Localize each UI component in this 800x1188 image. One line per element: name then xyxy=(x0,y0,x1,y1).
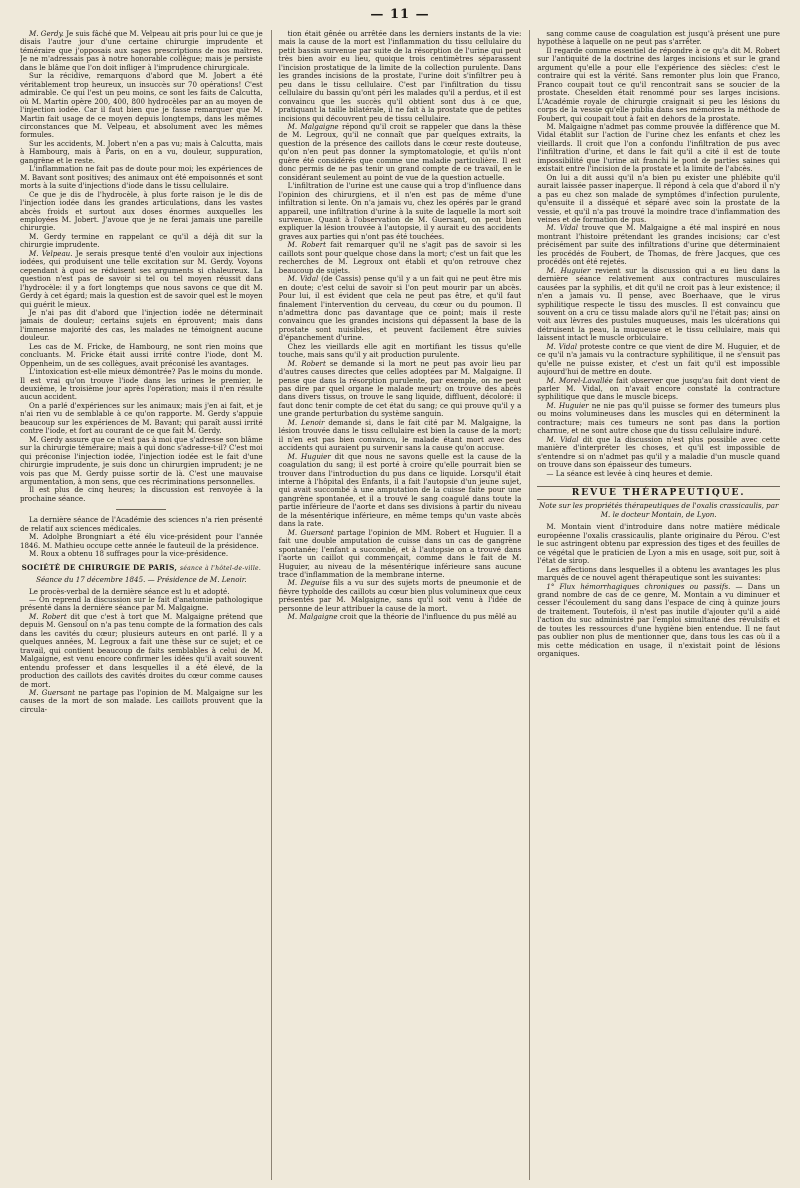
speaker-name: M. Robert xyxy=(29,611,67,621)
speaker-name: M. Robert xyxy=(287,358,326,368)
paragraph-text: Je suis fâché que M. Velpeau ait pris pour lui ce que je disais l'autre jour d'une certaine chirurgie imprudente et téméraire que j'opposais aux sages prescriptions de nos maîtres. Je ne m'adressais pas à notre honorable collègue; mais je persiste dans le blâme que l'on doit infliger à l'imprudence chirurgicale. xyxy=(20,30,263,72)
speaker-name: M. Vidal xyxy=(546,223,579,233)
paragraph xyxy=(537,224,780,266)
paragraph-text: Le procès-verbal de la dernière séance est lu et adopté. xyxy=(29,586,230,596)
section-title: SOCIÉTÉ DE CHIRURGIE DE PARIS, xyxy=(21,562,178,572)
speaker-name: M. Huguier xyxy=(546,265,591,275)
paragraph-text: fils a vu sur des sujets morts de pneumonie et de fièvre typhoïde des caillots au cœur bien plus volumineux que ceux présentés par M. Malgaigne, sans qu'il soit venu à l'idée de personne de leur attribuer la cause de la mort. xyxy=(278,578,522,613)
paragraph xyxy=(537,123,780,174)
paragraph xyxy=(20,613,263,689)
speaker-name: M. Guersant xyxy=(287,527,334,537)
academie-notices xyxy=(20,516,263,558)
revue-heading: REVUE THÉRAPEUTIQUE. xyxy=(537,486,780,500)
paragraph xyxy=(20,140,263,165)
paragraph-text: revient sur la discussion qui a eu lieu dans la dernière séance relativement aux contractures musculaires causées par la syphilis, et dit qu'il ne croit pas à leur existence; il n'en a jamais vu. Il pense, avec Boerhaave, que le virus syphilitique respecte le tissu des muscles. Il est convaincu que souvent on a cru ce tissu malade alors qu'il ne l'était pas; ainsi on voit aux lèvres des pustules muqueuses, mais les ulcérations qui détruisent la peau, la muqueuse et le tissu cellulaire, mais qui laissent intact le muscle orbiculaire. xyxy=(537,265,781,343)
paragraph xyxy=(537,377,780,402)
column-3 xyxy=(529,30,780,1180)
paragraph-text: Les affections dans lesquelles il a obtenu les avantages les plus marqués de ce nouvel agent thérapeutique sont les suivantes: xyxy=(537,564,781,583)
paragraph xyxy=(279,613,522,621)
paragraph xyxy=(279,453,522,529)
paragraph xyxy=(20,165,263,190)
paragraph-text: ne nie pas qu'il puisse se former des tumeurs plus ou moins volumineuses dans les muscles qui en déterminent la contracture; mais ces tumeurs ne sont pas dans la portion charnue, et ne sont autre chose que du tissu cellulaire induré. xyxy=(537,400,781,436)
paragraph xyxy=(279,241,522,275)
session-meta: Séance du 17 décembre 1845. — Présidence de M. Lenoir. xyxy=(36,575,247,585)
paragraph xyxy=(279,182,522,241)
paragraph-text: Il est plus de cinq heures; la discussion est renvoyée à la prochaine séance. xyxy=(20,485,263,503)
paragraph xyxy=(537,523,780,565)
speaker-name: M. Gerdy. xyxy=(29,30,64,38)
paragraph xyxy=(537,470,780,478)
paragraph xyxy=(20,689,263,714)
speaker-name: M. Vidal xyxy=(287,274,319,284)
paragraph xyxy=(20,72,263,140)
paragraph-text: dit que c'est à tort que M. Malgaigne prétend que depuis M. Gensoul on n'a pas tenu compte de la formation des cals dans les cavités du cœur; plusieurs auteurs en ont parlé. Il y a quelques années, M. Legroux a fait une thèse sur ce sujet; et ce travail, qui contient beaucoup de faits semblables à celui de M. Malgaigne, est venu encore confirmer les idées qu'il avait souvent entendu professer et dans lesquelles il a été élevé, de la production des caillots des cavités droites du cœur comme causes de mort. xyxy=(20,611,263,689)
notice-paragraph: M. Adolphe Brongniart a été élu vice-président pour l'année 1846. M. Mathieu occupe cette année le fauteuil de la présidence. xyxy=(20,532,263,550)
speaker-name: M. Vidal xyxy=(546,341,577,351)
paragraph-text: croit que la théorie de l'influence du pus mêlé au xyxy=(339,612,517,622)
paragraph-text: dit que nous ne savons quelle est la cause de la coagulation du sang; il est porté à croire qu'elle pourrait bien se trouver dans l'introduction du pus dans ce liquide. Lorsqu'il était interne à l'hôpital des Enfants, il a fait l'autopsie d'un jeune sujet, qui avait succombé à une amputation de la cuisse faite pour une gangrène spontanée, et il a trouvé le sang coagulé dans toute la partie inférieure de l'aorte et dans ses divisions à partir du niveau de la mésentérique inférieure, en même temps qu'un vaste abcès dans la rate. xyxy=(278,451,522,529)
paragraph-text: ne partage pas l'opinion de M. Malgaigne sur les causes de la mort de son malade. Les caillots prouvent que la circula- xyxy=(20,687,263,714)
paragraph xyxy=(279,529,522,580)
separator-rule xyxy=(116,509,166,510)
revue-subheading: Note sur les propriétés thérapeutiques de l'oxalis crassicaulis, par M. le docteur Montain, de Lyon. xyxy=(539,501,779,519)
paragraph-text: Je n'ai pas dit d'abord que l'injection iodée ne déterminait jamais de douleur; certains sujets en éprouvent; mais dans l'immense majorité des cas, les malades ne témoignent aucune douleur. xyxy=(20,307,263,343)
paragraph-text: M. Gerdy assure que ce n'est pas à moi que s'adresse son blâme sur la chirurgie téméraire; mais à qui donc s'adresse-t-il? C'est moi qui préconise l'injection iodée, l'injection iodée est le fait d'une chirurgie imprudente, je suis donc un chirurgien imprudent; je ne vois pas que M. Gerdy puisse sortir de là. C'est une mauvaise argumentation, à mon sens, que ces récriminations personnelles. xyxy=(20,434,263,487)
speaker-name: M. Robert xyxy=(287,240,326,250)
speaker-name: M. Vidal xyxy=(546,434,579,444)
paragraph xyxy=(20,436,263,487)
paragraph xyxy=(537,343,780,377)
column-2 xyxy=(271,30,522,1180)
paragraph xyxy=(279,275,522,343)
paragraph-text: — La séance est levée à cinq heures et demie. xyxy=(546,468,713,478)
column-3-revue-body xyxy=(537,523,780,658)
paragraph xyxy=(20,309,263,343)
paragraph xyxy=(20,402,263,436)
paragraph xyxy=(20,30,263,72)
speaker-name: M. Deguise xyxy=(287,578,330,588)
paragraph-text: tion était gênée ou arrêtée dans les derniers instants de la vie: mais la cause de la mort est l'inflammation du tissu cellulaire du petit bassin survenue par suite de la résorption de l'urine qui peut très bien avoir eu lieu, quoique trois centimètres séparassent l'incision prostatique de la limite de la collection purulente. Dans les grandes incisions de la prostate, l'urine doit s'infiltrer peu à peu dans le tissu cellulaire. C'est par l'infiltration du tissu cellulaire du bassin qu'ont péri les malades qu'il a perdus, et il est convaincu que les succès qu'il obtient sont dus à ce que, pratiquant la taille bilatérale, il ne fait à la prostate que de petites incisions qui découvrent peu de tissu cellulaire. xyxy=(278,30,522,123)
paragraph-text: Je serais presque tenté d'en vouloir aux injections iodées, qui produisent une telle excitation sur M. Gerdy. Voyons cependant à quoi se réduisent ses arguments si chaleureux. La question n'est pas de savoir si tel ou tel moyen réussit dans l'hydrocèle: il y a fort longtemps que nous savons ce que dit M. Gerdy à cet égard; mais la question est de savoir quel est le moyen qui guérit le mieux. xyxy=(20,248,263,309)
column-2-body xyxy=(279,30,522,622)
paragraph-text: partage l'opinion de MM. Robert et Huguier. Il a fait une double amputation de cuisse dans un cas de gangrène spontanée; l'enfant a succombé, et à l'autopsie on a trouvé dans l'aorte un caillot qui commençait, comme dans le fait de M. Huguier, au niveau de la mésentérique inférieure sans aucune trace d'inflammation de la membrane interne. xyxy=(278,527,522,579)
paragraph-text: (de Cassis) pense qu'il y a un fait qui ne peut être mis en doute; c'est celui de savoir si l'on peut mourir par un abcès. Pour lui, il est évident que cela ne peut pas être, et qu'il faut finalement l'intervention du cerveau, du cœur ou du poumon. Il n'admettra donc pas davantage que ce point; mais il reste convaincu que les grandes incisions qui dépassent la base de la prostate sont nuisibles, et peuvent facilement être suivies d'épanchement d'urine. xyxy=(278,274,522,343)
paragraph-text: L'inflammation ne fait pas de doute pour moi; les expériences de M. Bavant sont positives; des animaux ont été empoisonnés et sont morts à la suite d'injections d'iode dans le tissu cellulaire. xyxy=(20,164,263,191)
paragraph xyxy=(537,174,780,225)
paragraph xyxy=(537,47,780,123)
paragraph xyxy=(20,191,263,233)
paragraph xyxy=(537,566,780,583)
paragraph-text: M. Gerdy termine en rappelant ce qu'il a déjà dit sur la chirurgie imprudente. xyxy=(20,231,263,250)
column-3-body xyxy=(537,30,780,478)
paragraph-text: proteste contre ce que vient de dire M. Huguier, et de ce qu'il n'a jamais vu la contracture syphilitique, il ne s'ensuit pas qu'elle ne puisse exister, et c'est un fait qu'il est impossible aujourd'hui de mettre en doute. xyxy=(537,341,781,377)
speaker-name: M. Velpeau. xyxy=(29,248,73,258)
paragraph-text: Chez les vieillards elle agit en mortifiant les tissus qu'elle touche, mais sans qu'il y ait production purulente. xyxy=(278,341,522,360)
paragraph xyxy=(20,368,263,402)
speaker-name: M. Lenoir xyxy=(287,417,325,427)
paragraph-text: demande si, dans le fait cité par M. Malgaigne, la lésion trouvée dans le tissu cellulaire est bien la cause de la mort; il n'en est pas bien convaincu, le malade étant mort avec des accidents qui auraient pu survenir sans la cause qu'on accuse. xyxy=(278,417,522,453)
paragraph xyxy=(279,123,522,182)
paragraph-text: dit que la discussion n'est plus possible avec cette manière d'interpréter les choses, et qu'il est impossible de s'entendre si on n'admet pas qu'il y a maladie d'un muscle quand on trouve dans son épaisseur des tumeurs. xyxy=(537,434,781,470)
speaker-name: M. Guersant xyxy=(29,687,75,697)
paragraph-text: répond qu'il croit se rappeler que dans la thèse de M. Legroux, qu'il ne connaît que par quelques extraits, la question de la présence des caillots dans le cœur reste douteuse, qu'on n'en peut pas donner la symptomatologie, et qu'ils n'ont guère été considérés que comme une maladie particulière. Il est donc permis de ne pas tenir un grand compte de ce travail, en le considérant seulement au point de vue de la question actuelle. xyxy=(278,121,522,182)
paragraph-text: — Dans un grand nombre de cas de ce genre, M. Montain a vu diminuer et cesser l'écoulement du sang dans l'espace de cinq à quinze jours de traitement. Toutefois, il n'est pas inutile d'ajouter qu'il a aidé l'action du suc administré par l'emploi simultané des révulsifs et de toutes les ressources d'une hygiène bien entendue. Il ne faut pas oublier non plus de mentionner que, dans tous les cas où il a mis cette médication en usage, il n'existait point de lésions organiques. xyxy=(537,581,781,659)
paragraph-text: L'infiltration de l'urine est une cause qui a trop d'influence dans l'opinion des chirurgiens, et il n'en est pas de même d'une infiltration si lente. On n'a jamais vu, chez les opérés par le grand appareil, une infiltration d'urine à la suite de laquelle la mort soit survenue. Quant à l'observation de M. Guersant, on peut bien expliquer la lésion trouvée à l'autopsie, il y aurait eu des accidents graves aux parties qui n'ont pas été touchées. xyxy=(278,181,522,241)
paragraph xyxy=(20,343,263,368)
paragraph-text: Il regarde comme essentiel de répondre à ce qu'a dit M. Robert sur l'antiquité de la doctrine des larges incisions et sur le grand argument qu'elle a pour elle l'expérience des siècles: c'est le contraire qui est la vérité. Sans remonter plus loin que Franco, Franco coupait tout ce qu'il rencontrait sans se soucier de la prostate. Cheselden était renommé pour ses larges incisions. L'Académie royale de chirurgie craignait si peu les lésions du corps de la vessie qu'elle publia dans ses mémoires la méthode de Foubert, qui coupait tout à fait en dehors de la prostate. xyxy=(537,45,781,123)
paragraph xyxy=(537,583,780,659)
paragraph xyxy=(537,402,780,436)
paragraph xyxy=(537,30,780,47)
speaker-name: M. Huguier xyxy=(287,451,331,461)
paragraph-text: Sur la récidive, remarquons d'abord que M. Jobert a été véritablement trop heureux, un insuccès sur 70 opérations! C'est admirable. Ce qui l'est un peu moins, ce sont les faits de Calcutta, où M. Martin opère 200, 400, 800 hydrocèles par an au moyen de l'injection iodée. Car il faut bien que je fasse remarquer que M. Martin fait usage de ce moyen depuis longtemps, dans les mêmes circonstances que M. Velpeau, et absolument avec les mêmes formules. xyxy=(20,71,263,140)
notice-paragraph: La dernière séance de l'Académie des sciences n'a rien présenté de relatif aux sciences médicales. xyxy=(20,515,263,533)
paragraph xyxy=(20,233,263,250)
paragraph xyxy=(279,419,522,453)
paragraph-text: fait remarquer qu'il ne s'agit pas de savoir si les caillots sont pour quelque chose dans la mort; c'est un fait que les recherches de M. Legroux ont établi et qu'on retrouve chez beaucoup de sujets. xyxy=(278,240,522,275)
paragraph-text: — On reprend la discussion sur le fait d'anatomie pathologique présenté dans la dernière séance par M. Malgaigne. xyxy=(20,595,263,613)
paragraph xyxy=(279,343,522,360)
column-1-section-body xyxy=(20,588,263,715)
column-1-body xyxy=(20,30,263,503)
paragraph-text: On lui a dit aussi qu'il n'a bien pu exister une phlébite qu'il aurait laissée passer inaperçue. Il répond à cela que d'abord il n'y a pas eu chez son malade de symptômes d'infection purulente, qu'ensuite il a disséqué et séparé avec soin la prostate de la vessie, et qu'il n'a pas trouvé la moindre trace d'inflammation des veines et de formation de pus. xyxy=(537,172,781,224)
paragraph xyxy=(279,360,522,419)
paragraph xyxy=(20,486,263,503)
paragraph xyxy=(20,250,263,309)
text-columns xyxy=(20,30,780,1180)
paragraph-text: Sur les accidents, M. Jobert n'en a pas vu; mais à Calcutta, mais à Hambourg, mais à Paris, on en a vu, douleur, suppuration, gangrène et le reste. xyxy=(20,138,263,165)
paragraph xyxy=(279,579,522,613)
paragraph-text: L'intoxication est-elle mieux démontrée? Pas le moins du monde. Il est vrai qu'on trouve l'iode dans les urines le premier, le deuxième, le troisième jour après l'opération; mais il n'en résulte aucun accident. xyxy=(20,367,263,402)
column-1 xyxy=(20,30,263,1180)
paragraph-text: fait observer que jusqu'au fait dont vient de parler M. Vidal, on n'avait encore constaté la contracture syphilitique que dans le muscle biceps. xyxy=(537,375,781,402)
paragraph-text: Ce que je dis de l'hydrocèle, à plus forte raison je le dis de l'injection iodée dans les grandes articulations, dans les vastes abcès froids et surtout aux doses énormes auxquelles les employées M. Jobert. J'avoue que je ne ferai jamais une pareille chirurgie. xyxy=(20,189,263,233)
speaker-name: M. Malgaigne xyxy=(287,121,339,131)
paragraph-text: On a parlé d'expériences sur les animaux; mais j'en ai fait, et je n'ai rien vu de semblable à ce qu'on rapporte. M. Gerdy s'appuie beaucoup sur les expériences de M. Bavant; qui paraît aussi irrité contre l'iode, et fort au courant de ce que fait M. Gerdy. xyxy=(20,400,263,436)
section-heading xyxy=(20,564,263,573)
paragraph xyxy=(20,596,263,613)
section-subtitle: séance à l'hôtel-de-ville. xyxy=(179,564,262,572)
paragraph-text: Les cas de M. Fricke, de Hambourg, ne sont rien moins que concluants. M. Fricke était aussi irrité contre l'iode, dont M. Oppenheim, un de ses collègues, avait préconisé les avantages. xyxy=(20,341,263,368)
speaker-name: M. Huguier xyxy=(546,400,589,410)
speaker-name: 1° Flux hémorrhagiques chroniques ou passifs. xyxy=(546,581,731,591)
paragraph xyxy=(279,30,522,123)
paragraph-text: M. Malgaigne n'admet pas comme prouvée la différence que M. Vidal établit sur l'action de l'urine chez les enfants et chez les vieillards. Il croit que l'on a confondu l'infiltration de pus avec l'infiltration d'urine, et dans le fait qu'il a cité il est de toute impossibilité que l'urine ait franchi le pont de parties saines qui existait entre l'incision de la prostate et la limite de l'abcès. xyxy=(537,121,781,174)
notice-paragraph: M. Roux a obtenu 18 suffrages pour la vice-présidence. xyxy=(29,549,229,559)
speaker-name: M. Morel-Lavallée xyxy=(546,375,613,385)
speaker-name: M. Malgaigne xyxy=(287,612,338,622)
paragraph xyxy=(537,436,780,470)
page-number: — 11 — xyxy=(370,7,430,22)
paragraph-text: M. Montain vient d'introduire dans notre matière médicale européenne l'oxalis crassicaulis, plante originaire du Pérou. C'est le suc astringent obtenu par expression des tiges et des feuilles de ce végétal que le praticien de Lyon a mis en usage, soit pur, soit à l'état de sirop. xyxy=(537,522,781,566)
paragraph-text: se demande si la mort ne peut pas avoir lieu par d'autres causes directes que celles adoptées par M. Malgaigne. Il pense que dans la résorption purulente, par exemple, on ne peut pas dire par quel organe le malade meurt; on trouve des abcès dans divers tissus, on trouve le sang liquide, diffluent, décoloré: il faut donc tenir compte de cet état du sang; ce qui prouve qu'il y a une grande perturbation du système sanguin. xyxy=(278,358,522,419)
paragraph-text: trouve que M. Malgaigne a été mal inspiré en nous montrant l'histoire prétendant les grandes incisions; car c'est précisément par suite des infiltrations d'urine que déterminaient les procédés de Foubert, de Thomas, de frère Jacques, que ces procédés ont été rejetés. xyxy=(537,223,781,267)
paragraph xyxy=(537,267,780,343)
paragraph-text: sang comme cause de coagulation est jusqu'à présent une pure hypothèse à laquelle on ne peut pas s'arrêter. xyxy=(537,30,781,47)
